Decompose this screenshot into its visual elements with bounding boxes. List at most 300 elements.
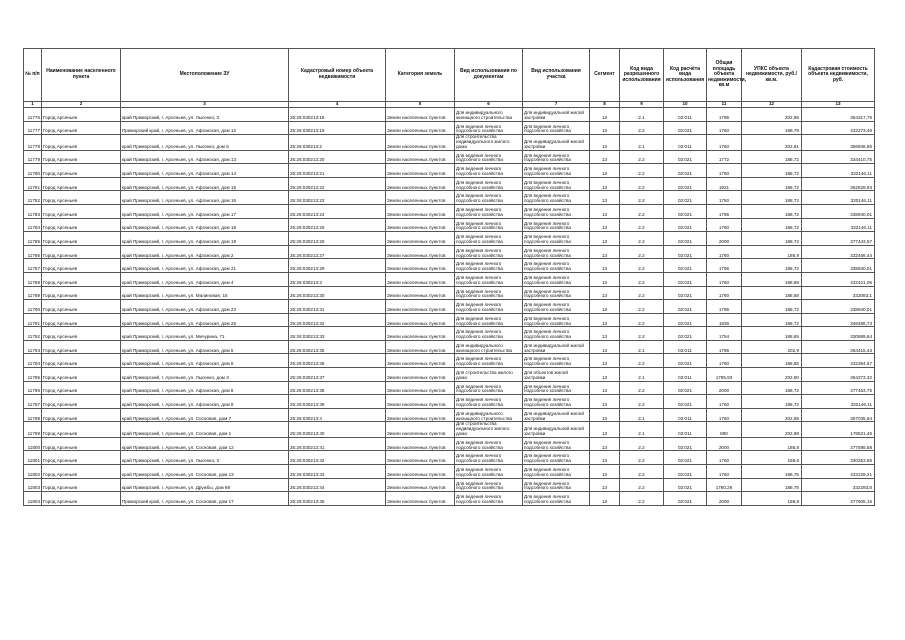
- segment-cell: 13: [590, 177, 620, 191]
- header-cell: Код вида разрешенного использования: [620, 49, 664, 102]
- segment-cell: 13: [590, 164, 620, 178]
- documented-use-cell: Для ведения личного подсобного хозяйства: [455, 327, 523, 341]
- use-calc-code-cell: 02:021: [664, 191, 707, 205]
- use-calc-code-cell: 02:021: [664, 327, 707, 341]
- plot-location-cell: край Приморский, г. Арсеньев, ул. Афганская, дом 14: [121, 164, 289, 178]
- header-cell: Местоположение ЗУ: [121, 49, 289, 102]
- settlement-name-cell: Город Арсеньев: [42, 327, 121, 341]
- row-number-cell: 11797: [24, 395, 42, 409]
- settlement-name-cell: Город Арсеньев: [42, 191, 121, 205]
- header-cell: № п/п: [24, 49, 42, 102]
- plot-use-cell: Для ведения личного подсобного хозяйства: [523, 327, 590, 341]
- plot-location-cell: край Приморский, г. Арсеньев, ул. Лысенко, дом 5: [121, 135, 289, 150]
- documented-use-cell: Для ведения личного подсобного хозяйства: [455, 191, 523, 205]
- cadastral-number-cell: 25:26:030213:43: [289, 465, 386, 479]
- plot-location-cell: край Приморский, г. Арсеньев, ул. Афганская, дом 15: [121, 177, 289, 191]
- permitted-use-code-cell: 2.2: [620, 121, 664, 135]
- segment-cell: 13: [590, 121, 620, 135]
- row-number-cell: 11786: [24, 245, 42, 259]
- cadastral-value-cell: 332146,11: [802, 164, 875, 178]
- settlement-name-cell: Город Арсеньев: [42, 492, 121, 506]
- segment-cell: 13: [590, 259, 620, 273]
- permitted-use-code-cell: 2.2: [620, 177, 664, 191]
- segment-cell: 13: [590, 191, 620, 205]
- use-calc-code-cell: 02:011: [664, 422, 707, 437]
- use-calc-code-cell: 02:021: [664, 492, 707, 506]
- documented-use-cell: Для индивидуального жилищного строительства: [455, 108, 523, 122]
- upks-value-cell: 188,72: [742, 177, 802, 191]
- area-cell: 1760: [707, 286, 742, 300]
- column-number: 5: [386, 102, 455, 108]
- column-number: 4: [289, 102, 386, 108]
- documented-use-cell: Для ведения личного подсобного хозяйства: [455, 272, 523, 286]
- use-calc-code-cell: 02:021: [664, 259, 707, 273]
- cadastral-value-cell: 362529,93: [802, 177, 875, 191]
- segment-cell: 13: [590, 492, 620, 506]
- cadastral-value-cell: 338940,01: [802, 300, 875, 314]
- use-calc-code-cell: 02:011: [664, 135, 707, 150]
- upks-value-cell: 188,72: [742, 259, 802, 273]
- area-cell: 1796: [707, 300, 742, 314]
- column-number: 3: [121, 102, 289, 108]
- land-category-cell: Земли населенных пунктов: [386, 135, 455, 150]
- row-number-cell: 11779: [24, 150, 42, 164]
- settlement-name-cell: Город Арсеньев: [42, 422, 121, 437]
- permitted-use-code-cell: 2.2: [620, 259, 664, 273]
- cadastral-number-cell: 25:26:030213:19: [289, 121, 386, 135]
- cadastral-number-cell: 25:26:030213:2: [289, 135, 386, 150]
- area-cell: 2000: [707, 437, 742, 451]
- land-category-cell: Земли населенных пунктов: [386, 300, 455, 314]
- upks-value-cell: 188,5: [742, 451, 802, 465]
- table-row: [24, 368, 875, 382]
- use-calc-code-cell: 02:021: [664, 395, 707, 409]
- segment-cell: 13: [590, 451, 620, 465]
- plot-location-cell: край Приморский, г. Арсеньев, ул. Афганская, дом 4: [121, 272, 289, 286]
- plot-location-cell: край Приморский, г. Арсеньев, ул. Сосновая, дом 7: [121, 408, 289, 422]
- settlement-name-cell: Город Арсеньев: [42, 451, 121, 465]
- segment-cell: 13: [590, 437, 620, 451]
- documented-use-cell: Для ведения личного подсобного хозяйства: [455, 286, 523, 300]
- settlement-name-cell: Город Арсеньев: [42, 218, 121, 232]
- segment-cell: 13: [590, 354, 620, 368]
- permitted-use-code-cell: 2.2: [620, 465, 664, 479]
- table-row: [24, 465, 875, 479]
- settlement-name-cell: Город Арсеньев: [42, 340, 121, 354]
- land-category-cell: Земли населенных пунктов: [386, 259, 455, 273]
- segment-cell: 13: [590, 381, 620, 395]
- use-calc-code-cell: 02:011: [664, 368, 707, 382]
- permitted-use-code-cell: 2.2: [620, 150, 664, 164]
- column-number: 2: [42, 102, 121, 108]
- land-category-cell: Земли населенных пунктов: [386, 422, 455, 437]
- permitted-use-code-cell: 2.1: [620, 422, 664, 437]
- row-number-cell: 11782: [24, 191, 42, 205]
- cadastral-number-cell: 25:26:030213:41: [289, 437, 386, 451]
- row-number-cell: 11801: [24, 451, 42, 465]
- land-category-cell: Земли населенных пунктов: [386, 492, 455, 506]
- documented-use-cell: Для ведения личного подсобного хозяйства: [455, 381, 523, 395]
- plot-use-cell: Для ведения личного подсобного хозяйства: [523, 245, 590, 259]
- plot-location-cell: край Приморский, г. Арсеньев, ул. Афганская, дом 6: [121, 354, 289, 368]
- plot-use-cell: Для ведения личного подсобного хозяйства: [523, 492, 590, 506]
- table-row: [24, 354, 875, 368]
- cadastral-value-table: [23, 48, 875, 506]
- row-number-cell: 11778: [24, 135, 42, 150]
- table-row: [24, 340, 875, 354]
- use-calc-code-cell: 02:021: [664, 354, 707, 368]
- documented-use-cell: Для ведения личного подсобного хозяйства: [455, 150, 523, 164]
- header-cell: Код расчёта вида использования: [664, 49, 707, 102]
- cadastral-number-cell: 25:26:030213:3: [289, 272, 386, 286]
- upks-value-cell: 188,72: [742, 164, 802, 178]
- settlement-name-cell: Город Арсеньев: [42, 204, 121, 218]
- cadastral-number-cell: 25:26:030213:21: [289, 164, 386, 178]
- plot-location-cell: край Приморский, г. Арсеньев, ул. Афганская, дом 8: [121, 381, 289, 395]
- upks-value-cell: 188,72: [742, 150, 802, 164]
- upks-value-cell: 188,75: [742, 465, 802, 479]
- upks-value-cell: 202,85: [742, 108, 802, 122]
- table-row: [24, 286, 875, 300]
- land-category-cell: Земли населенных пунктов: [386, 478, 455, 492]
- area-cell: 1760: [707, 465, 742, 479]
- table-row: [24, 121, 875, 135]
- row-number-cell: 11792: [24, 327, 42, 341]
- cadastral-number-cell: 25:26:030213:25: [289, 218, 386, 232]
- plot-use-cell: Для ведения личного подсобного хозяйства: [523, 232, 590, 246]
- use-calc-code-cell: 02:021: [664, 451, 707, 465]
- header-cell: Кадастровый номер объекта недвижимости: [289, 49, 386, 102]
- plot-use-cell: Для ведения личного подсобного хозяйства: [523, 286, 590, 300]
- settlement-name-cell: Город Арсеньев: [42, 177, 121, 191]
- area-cell: 1836: [707, 313, 742, 327]
- table-row: [24, 381, 875, 395]
- cadastral-number-cell: 25:26:030213:32: [289, 313, 386, 327]
- documented-use-cell: Для ведения личного подсобного хозяйства: [455, 492, 523, 506]
- land-category-cell: Земли населенных пунктов: [386, 204, 455, 218]
- documented-use-cell: Для ведения личного подсобного хозяйства: [455, 395, 523, 409]
- plot-location-cell: край Приморский, г. Арсеньев, ул. Лысенко, 3: [121, 451, 289, 465]
- plot-use-cell: Для ведения личного подсобного хозяйства: [523, 465, 590, 479]
- cadastral-value-cell: 356946,56: [802, 135, 875, 150]
- table-body: [24, 108, 875, 506]
- row-number-cell: 11780: [24, 164, 42, 178]
- permitted-use-code-cell: 2.1: [620, 408, 664, 422]
- use-calc-code-cell: 02:021: [664, 204, 707, 218]
- use-calc-code-cell: 02:021: [664, 300, 707, 314]
- area-cell: 1760: [707, 272, 742, 286]
- settlement-name-cell: Город Арсеньев: [42, 408, 121, 422]
- land-category-cell: Земли населенных пунктов: [386, 340, 455, 354]
- settlement-name-cell: Город Арсеньев: [42, 286, 121, 300]
- cadastral-value-cell: 332229,21: [802, 465, 875, 479]
- upks-value-cell: 188,65: [742, 327, 802, 341]
- row-number-cell: 11784: [24, 218, 42, 232]
- documented-use-cell: Для ведения личного подсобного хозяйства: [455, 218, 523, 232]
- plot-use-cell: Для ведения личного подсобного хозяйства: [523, 478, 590, 492]
- plot-use-cell: Для ведения личного подсобного хозяйства: [523, 451, 590, 465]
- table-row: [24, 313, 875, 327]
- plot-location-cell: край Приморский, г. Арсеньев, ул. Афганская, дом 5: [121, 340, 289, 354]
- settlement-name-cell: Город Арсеньев: [42, 381, 121, 395]
- segment-cell: 13: [590, 313, 620, 327]
- upks-value-cell: 188,72: [742, 191, 802, 205]
- permitted-use-code-cell: 2.2: [620, 437, 664, 451]
- segment-cell: 13: [590, 150, 620, 164]
- permitted-use-code-cell: 2.2: [620, 164, 664, 178]
- plot-location-cell: край Приморский, г. Арсеньев, ул. Малиновая, 15: [121, 286, 289, 300]
- permitted-use-code-cell: 2.2: [620, 300, 664, 314]
- cadastral-number-cell: 25:26:030213:36: [289, 354, 386, 368]
- cadastral-value-cell: 332273,46: [802, 121, 875, 135]
- upks-value-cell: 202,80: [742, 368, 802, 382]
- documented-use-cell: Для индивидуального жилищного строительства: [455, 340, 523, 354]
- land-category-cell: Земли населенных пунктов: [386, 191, 455, 205]
- cadastral-value-cell: 364317,76: [802, 108, 875, 122]
- upks-value-cell: 202,9: [742, 340, 802, 354]
- land-category-cell: Земли населенных пунктов: [386, 121, 455, 135]
- land-category-cell: Земли населенных пунктов: [386, 327, 455, 341]
- header-row: [24, 49, 875, 102]
- plot-use-cell: Для ведения личного подсобного хозяйства: [523, 300, 590, 314]
- row-number-cell: 11791: [24, 313, 42, 327]
- use-calc-code-cell: 02:021: [664, 121, 707, 135]
- segment-cell: 13: [590, 135, 620, 150]
- area-cell: 1760: [707, 395, 742, 409]
- permitted-use-code-cell: 2.2: [620, 191, 664, 205]
- column-number: 6: [455, 102, 523, 108]
- settlement-name-cell: Город Арсеньев: [42, 108, 121, 122]
- permitted-use-code-cell: 2.1: [620, 108, 664, 122]
- cadastral-number-cell: 25:26:030213:33: [289, 327, 386, 341]
- segment-cell: 13: [590, 395, 620, 409]
- documented-use-cell: Для ведения личного подсобного хозяйства: [455, 121, 523, 135]
- documented-use-cell: Для ведения личного подсобного хозяйства: [455, 313, 523, 327]
- table-row: [24, 191, 875, 205]
- permitted-use-code-cell: 2.2: [620, 204, 664, 218]
- cadastral-value-cell: 377443,57: [802, 232, 875, 246]
- plot-location-cell: край Приморский, г. Арсеньев, ул. Афганская, дом 9: [121, 395, 289, 409]
- documented-use-cell: Для ведения личного подсобного хозяйства: [455, 465, 523, 479]
- permitted-use-code-cell: 2.2: [620, 492, 664, 506]
- column-number: 8: [590, 102, 620, 108]
- column-number: 13: [802, 102, 875, 108]
- row-number-cell: 11804: [24, 492, 42, 506]
- plot-location-cell: Приморский край, г. Арсеньев, ул. Афганская, дом 12: [121, 121, 289, 135]
- permitted-use-code-cell: 2.2: [620, 395, 664, 409]
- permitted-use-code-cell: 2.2: [620, 232, 664, 246]
- area-cell: 1760,26: [707, 478, 742, 492]
- use-calc-code-cell: 02:021: [664, 465, 707, 479]
- header-cell: Вид использования по документам: [455, 49, 523, 102]
- header-cell: Сегмент: [590, 49, 620, 102]
- permitted-use-code-cell: 2.2: [620, 478, 664, 492]
- column-number: 1: [24, 102, 42, 108]
- table-row: [24, 245, 875, 259]
- land-category-cell: Земли населенных пунктов: [386, 354, 455, 368]
- permitted-use-code-cell: 2.1: [620, 135, 664, 150]
- upks-value-cell: 188,79: [742, 121, 802, 135]
- upks-value-cell: 188,68: [742, 286, 802, 300]
- plot-location-cell: край Приморский, г. Арсеньев, ул. Афганская, дом 13: [121, 150, 289, 164]
- cadastral-number-cell: 25:26:030213:31: [289, 300, 386, 314]
- cadastral-value-cell: 364373,32: [802, 368, 875, 382]
- cadastral-number-cell: 25:26:030213:37: [289, 368, 386, 382]
- segment-cell: 13: [590, 422, 620, 437]
- header-cell: Общая площадь объекта недвижимости, кв.м: [707, 49, 742, 102]
- cadastral-value-cell: 377453,75: [802, 381, 875, 395]
- permitted-use-code-cell: 2.2: [620, 381, 664, 395]
- row-number-cell: 11794: [24, 354, 42, 368]
- segment-cell: 13: [590, 300, 620, 314]
- documented-use-cell: Для ведения личного подсобного хозяйства: [455, 164, 523, 178]
- segment-cell: 13: [590, 408, 620, 422]
- cadastral-value-cell: 377605,16: [802, 492, 875, 506]
- segment-cell: 13: [590, 465, 620, 479]
- settlement-name-cell: Город Арсеньев: [42, 272, 121, 286]
- cadastral-value-cell: 330263,55: [802, 451, 875, 465]
- use-calc-code-cell: 02:021: [664, 478, 707, 492]
- table-row: [24, 218, 875, 232]
- plot-location-cell: Приморский край, г. Арсеньев, ул. Сосновая, дом 17: [121, 492, 289, 506]
- use-calc-code-cell: 02:021: [664, 150, 707, 164]
- cadastral-value-cell: 332293,8: [802, 478, 875, 492]
- row-number-cell: 11803: [24, 478, 42, 492]
- plot-use-cell: Для ведения личного подсобного хозяйства: [523, 259, 590, 273]
- column-number: 11: [707, 102, 742, 108]
- use-calc-code-cell: 02:021: [664, 437, 707, 451]
- land-category-cell: Земли населенных пунктов: [386, 395, 455, 409]
- land-category-cell: Земли населенных пунктов: [386, 465, 455, 479]
- settlement-name-cell: Город Арсеньев: [42, 150, 121, 164]
- upks-value-cell: 188,72: [742, 218, 802, 232]
- cadastral-value-cell: 330146,11: [802, 191, 875, 205]
- cadastral-number-cell: 25:26:030213:26: [289, 232, 386, 246]
- header-cell: Категория земель: [386, 49, 455, 102]
- row-number-cell: 11787: [24, 259, 42, 273]
- plot-use-cell: Для ведения личного подсобного хозяйства: [523, 272, 590, 286]
- row-number-cell: 11796: [24, 381, 42, 395]
- table-row: [24, 164, 875, 178]
- table-row: [24, 478, 875, 492]
- upks-value-cell: 188,72: [742, 204, 802, 218]
- land-category-cell: Земли населенных пунктов: [386, 232, 455, 246]
- cadastral-number-cell: 25:26:030213:23: [289, 191, 386, 205]
- header-cell: Кадастровая стоимость объекта недвижимости, руб.: [802, 49, 875, 102]
- cadastral-number-cell: 25:26:030213:4: [289, 408, 386, 422]
- permitted-use-code-cell: 2.2: [620, 245, 664, 259]
- area-cell: 1760: [707, 451, 742, 465]
- table-row: [24, 492, 875, 506]
- plot-use-cell: Для ведения личного подсобного хозяйства: [523, 204, 590, 218]
- segment-cell: 13: [590, 108, 620, 122]
- cadastral-number-cell: 25:26:030213:40: [289, 422, 386, 437]
- cadastral-number-cell: 25:26:030213:42: [289, 451, 386, 465]
- table-row: [24, 408, 875, 422]
- settlement-name-cell: Город Арсеньев: [42, 465, 121, 479]
- documented-use-cell: Для ведения личного подсобного хозяйства: [455, 232, 523, 246]
- upks-value-cell: 188,8: [742, 437, 802, 451]
- land-category-cell: Земли населенных пунктов: [386, 272, 455, 286]
- land-category-cell: Земли населенных пунктов: [386, 451, 455, 465]
- upks-value-cell: 188,88: [742, 272, 802, 286]
- use-calc-code-cell: 02:021: [664, 218, 707, 232]
- row-number-cell: 11799: [24, 422, 42, 437]
- upks-value-cell: 188,72: [742, 381, 802, 395]
- land-category-cell: Земли населенных пунктов: [386, 381, 455, 395]
- plot-use-cell: Для ведения личного подсобного хозяйства: [523, 354, 590, 368]
- use-calc-code-cell: 02:021: [664, 272, 707, 286]
- plot-use-cell: Для ведения личного подсобного хозяйства: [523, 164, 590, 178]
- row-number-cell: 11783: [24, 204, 42, 218]
- upks-value-cell: 188,72: [742, 395, 802, 409]
- documented-use-cell: Для ведения личного подсобного хозяйства: [455, 204, 523, 218]
- documented-use-cell: Для ведения личного подсобного хозяйства: [455, 300, 523, 314]
- land-category-cell: Земли населенных пунктов: [386, 313, 455, 327]
- row-number-cell: 11795: [24, 368, 42, 382]
- settlement-name-cell: Город Арсеньев: [42, 478, 121, 492]
- settlement-name-cell: Город Арсеньев: [42, 300, 121, 314]
- table-row: [24, 150, 875, 164]
- segment-cell: 13: [590, 340, 620, 354]
- column-number: 7: [523, 102, 590, 108]
- settlement-name-cell: Город Арсеньев: [42, 135, 121, 150]
- column-number: 12: [742, 102, 802, 108]
- row-number-cell: 11789: [24, 286, 42, 300]
- table-row: [24, 272, 875, 286]
- row-number-cell: 11776: [24, 108, 42, 122]
- cadastral-value-cell: 332456,44: [802, 245, 875, 259]
- permitted-use-code-cell: 2.2: [620, 313, 664, 327]
- table-row: [24, 177, 875, 191]
- upks-value-cell: 202,81: [742, 135, 802, 150]
- table-row: [24, 327, 875, 341]
- cadastral-number-cell: 25:26:030213:27: [289, 245, 386, 259]
- plot-use-cell: Для объектов жилой застройки: [523, 368, 590, 382]
- land-category-cell: Земли населенных пунктов: [386, 368, 455, 382]
- settlement-name-cell: Город Арсеньев: [42, 164, 121, 178]
- documented-use-cell: Для ведения личного подсобного хозяйства: [455, 437, 523, 451]
- upks-value-cell: 188,72: [742, 300, 802, 314]
- use-calc-code-cell: 02:021: [664, 245, 707, 259]
- area-cell: 880: [707, 422, 742, 437]
- settlement-name-cell: Город Арсеньев: [42, 354, 121, 368]
- permitted-use-code-cell: 2.1: [620, 368, 664, 382]
- row-number-cell: 11798: [24, 408, 42, 422]
- area-cell: 1754: [707, 327, 742, 341]
- area-cell: 1772: [707, 150, 742, 164]
- documented-use-cell: Для индивидуального жилищного строительства: [455, 408, 523, 422]
- segment-cell: 13: [590, 232, 620, 246]
- plot-use-cell: Для ведения личного подсобного хозяйства: [523, 437, 590, 451]
- plot-use-cell: Для ведения личного подсобного хозяйства: [523, 177, 590, 191]
- cadastral-number-cell: 25:26:030213:35: [289, 340, 386, 354]
- segment-cell: 13: [590, 286, 620, 300]
- plot-location-cell: край Приморский, г. Арсеньев, ул. Афганская, дом 2: [121, 245, 289, 259]
- settlement-name-cell: Город Арсеньев: [42, 437, 121, 451]
- upks-value-cell: 188,72: [742, 232, 802, 246]
- segment-cell: 13: [590, 218, 620, 232]
- use-calc-code-cell: 02:021: [664, 232, 707, 246]
- land-category-cell: Земли населенных пунктов: [386, 164, 455, 178]
- cadastral-value-cell: 357035,94: [802, 408, 875, 422]
- permitted-use-code-cell: 2.2: [620, 272, 664, 286]
- land-category-cell: Земли населенных пунктов: [386, 150, 455, 164]
- use-calc-code-cell: 02:021: [664, 164, 707, 178]
- area-cell: 2000: [707, 381, 742, 395]
- cadastral-value-cell: 334410,75: [802, 150, 875, 164]
- documented-use-cell: Для строительства индивидуального жилого дома: [455, 422, 523, 437]
